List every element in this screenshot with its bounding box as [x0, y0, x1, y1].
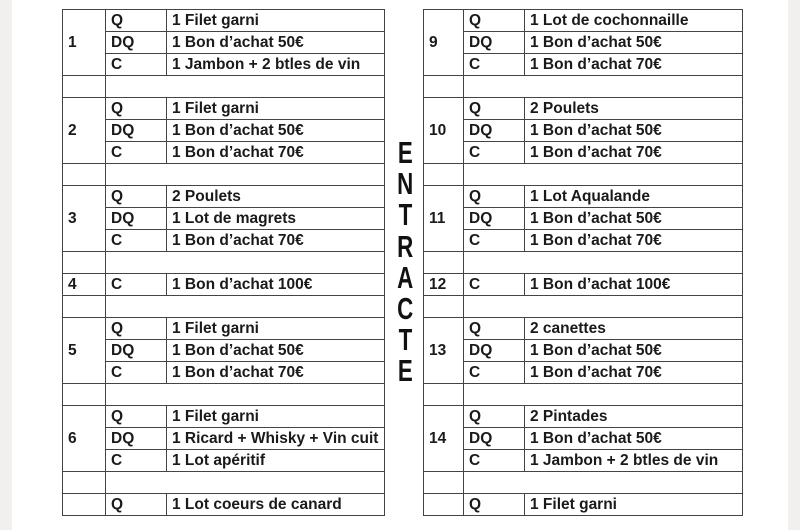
prize-table-left — [62, 9, 385, 516]
prize-description: 1 Bon d’achat 50€ — [525, 428, 743, 450]
spacer-cell — [106, 472, 385, 494]
spacer-cell — [464, 164, 743, 186]
prize-description: 1 Lot Aqualande — [525, 186, 743, 208]
round-number: 3 — [63, 186, 106, 252]
prize-description: 1 Ricard + Whisky + Vin cuit — [167, 428, 385, 450]
prize-row — [63, 318, 385, 340]
prize-code: DQ — [106, 120, 167, 142]
spacer-cell — [63, 296, 106, 318]
prize-code: C — [106, 450, 167, 472]
prize-code: Q — [106, 406, 167, 428]
prize-description: 1 Bon d’achat 70€ — [167, 362, 385, 384]
spacer-row — [63, 164, 385, 186]
prize-code: DQ — [106, 340, 167, 362]
prize-code: C — [464, 274, 525, 296]
prize-description: 1 Bon d’achat 70€ — [167, 230, 385, 252]
prize-code: DQ — [464, 428, 525, 450]
spacer-row — [424, 252, 743, 274]
prize-row — [63, 186, 385, 208]
prize-row — [63, 32, 385, 54]
prize-table-right — [423, 9, 743, 516]
prize-code: DQ — [464, 120, 525, 142]
spacer-row — [63, 76, 385, 98]
entracte-letter: E — [397, 353, 413, 389]
prize-code: Q — [464, 186, 525, 208]
prize-row — [424, 54, 743, 76]
prize-row — [63, 274, 385, 296]
prize-code: Q — [106, 98, 167, 120]
prize-description: 1 Bon d’achat 70€ — [525, 142, 743, 164]
prize-description: 1 Bon d’achat 100€ — [525, 274, 743, 296]
prize-code: C — [106, 142, 167, 164]
prize-code: C — [106, 230, 167, 252]
round-number: 13 — [424, 318, 464, 384]
prize-code: DQ — [106, 428, 167, 450]
prize-description: 1 Bon d’achat 50€ — [525, 32, 743, 54]
spacer-cell — [63, 384, 106, 406]
prize-code: DQ — [464, 340, 525, 362]
prize-code: Q — [106, 10, 167, 32]
spacer-row — [63, 296, 385, 318]
prize-description: 1 Bon d’achat 50€ — [167, 120, 385, 142]
prize-description: 1 Jambon + 2 btles de vin — [167, 54, 385, 76]
round-number — [424, 494, 464, 516]
prize-description: 2 Poulets — [525, 98, 743, 120]
prize-code: Q — [106, 318, 167, 340]
round-number: 2 — [63, 98, 106, 164]
entracte-letter: N — [396, 166, 414, 202]
spacer-cell — [464, 472, 743, 494]
prize-code: C — [464, 142, 525, 164]
prize-description: 1 Bon d’achat 100€ — [167, 274, 385, 296]
spacer-cell — [106, 164, 385, 186]
round-number: 12 — [424, 274, 464, 296]
round-number: 9 — [424, 10, 464, 76]
round-number: 6 — [63, 406, 106, 472]
prize-code: DQ — [106, 208, 167, 230]
prize-row — [424, 274, 743, 296]
prize-row — [63, 494, 385, 516]
prize-row — [424, 120, 743, 142]
prize-row — [63, 54, 385, 76]
prize-description: 1 Bon d’achat 50€ — [525, 340, 743, 362]
spacer-row — [63, 472, 385, 494]
prize-row — [63, 450, 385, 472]
prize-description: 1 Bon d’achat 50€ — [525, 208, 743, 230]
prize-row — [63, 406, 385, 428]
spacer-cell — [106, 296, 385, 318]
prize-description: 1 Filet garni — [167, 406, 385, 428]
spacer-cell — [63, 252, 106, 274]
document-page — [12, 0, 788, 530]
spacer-cell — [464, 384, 743, 406]
prize-row — [424, 362, 743, 384]
prize-row — [63, 98, 385, 120]
spacer-row — [424, 384, 743, 406]
prize-description: 1 Bon d’achat 70€ — [525, 230, 743, 252]
round-number — [63, 494, 106, 516]
prize-row — [63, 142, 385, 164]
spacer-cell — [63, 164, 106, 186]
prize-description: 1 Filet garni — [167, 98, 385, 120]
entracte-letter: T — [398, 322, 412, 358]
prize-description: 1 Lot de cochonnaille — [525, 10, 743, 32]
prize-code: Q — [464, 10, 525, 32]
prize-row — [424, 406, 743, 428]
prize-description: 1 Jambon + 2 btles de vin — [525, 450, 743, 472]
prize-row — [424, 142, 743, 164]
prize-code: Q — [464, 406, 525, 428]
prize-row — [424, 340, 743, 362]
spacer-cell — [424, 76, 464, 98]
prize-code: Q — [464, 98, 525, 120]
prize-code: C — [106, 274, 167, 296]
spacer-cell — [63, 76, 106, 98]
spacer-row — [424, 296, 743, 318]
prize-description: 1 Bon d’achat 70€ — [167, 142, 385, 164]
prize-code: C — [464, 450, 525, 472]
spacer-row — [424, 472, 743, 494]
prize-row — [63, 120, 385, 142]
spacer-cell — [106, 76, 385, 98]
spacer-cell — [464, 252, 743, 274]
prize-row — [63, 230, 385, 252]
prize-description: 1 Lot apéritif — [167, 450, 385, 472]
prize-row — [63, 10, 385, 32]
prize-row — [63, 208, 385, 230]
prize-description: 1 Bon d’achat 50€ — [167, 32, 385, 54]
prize-description: 1 Bon d’achat 50€ — [525, 120, 743, 142]
prize-row — [424, 98, 743, 120]
spacer-row — [424, 164, 743, 186]
prize-description: 2 Poulets — [167, 186, 385, 208]
round-number: 4 — [63, 274, 106, 296]
entracte-letter: E — [397, 135, 413, 170]
prize-description: 1 Lot coeurs de canard — [167, 494, 385, 516]
spacer-cell — [464, 76, 743, 98]
round-number: 10 — [424, 98, 464, 164]
prize-code: DQ — [464, 32, 525, 54]
entracte-letter: A — [396, 259, 414, 295]
spacer-row — [424, 76, 743, 98]
prize-code: DQ — [464, 208, 525, 230]
entracte-letter: R — [396, 228, 414, 264]
prize-row — [63, 340, 385, 362]
prize-row — [424, 10, 743, 32]
prize-code: DQ — [106, 32, 167, 54]
entracte-letter: T — [398, 197, 412, 233]
prize-description: 1 Filet garni — [525, 494, 743, 516]
prize-description: 1 Bon d’achat 70€ — [525, 362, 743, 384]
prize-row — [424, 450, 743, 472]
prize-description: 1 Filet garni — [167, 10, 385, 32]
round-number: 11 — [424, 186, 464, 252]
spacer-row — [63, 384, 385, 406]
prize-description: 1 Bon d’achat 50€ — [167, 340, 385, 362]
spacer-cell — [424, 472, 464, 494]
spacer-cell — [63, 472, 106, 494]
prize-description: 2 canettes — [525, 318, 743, 340]
prize-description: 1 Lot de magrets — [167, 208, 385, 230]
prize-description: 1 Filet garni — [167, 318, 385, 340]
prize-code: C — [106, 54, 167, 76]
prize-row — [424, 32, 743, 54]
entracte-letter: C — [396, 291, 414, 327]
prize-row — [424, 208, 743, 230]
spacer-cell — [464, 296, 743, 318]
prize-row — [424, 494, 743, 516]
spacer-cell — [424, 296, 464, 318]
prize-row — [63, 428, 385, 450]
prize-row — [424, 230, 743, 252]
prize-code: C — [464, 54, 525, 76]
prize-code: C — [464, 362, 525, 384]
prize-code: Q — [464, 318, 525, 340]
spacer-cell — [106, 252, 385, 274]
entracte-label — [390, 137, 420, 387]
prize-description: 2 Pintades — [525, 406, 743, 428]
prize-code: Q — [106, 186, 167, 208]
spacer-cell — [424, 252, 464, 274]
prize-code: C — [464, 230, 525, 252]
spacer-row — [63, 252, 385, 274]
round-number: 14 — [424, 406, 464, 472]
prize-code: C — [106, 362, 167, 384]
prize-code: Q — [464, 494, 525, 516]
round-number: 1 — [63, 10, 106, 76]
spacer-cell — [424, 384, 464, 406]
spacer-cell — [106, 384, 385, 406]
round-number: 5 — [63, 318, 106, 384]
prize-code: Q — [106, 494, 167, 516]
prize-row — [424, 318, 743, 340]
prize-row — [424, 428, 743, 450]
prize-row — [63, 362, 385, 384]
prize-description: 1 Bon d’achat 70€ — [525, 54, 743, 76]
prize-row — [424, 186, 743, 208]
spacer-cell — [424, 164, 464, 186]
